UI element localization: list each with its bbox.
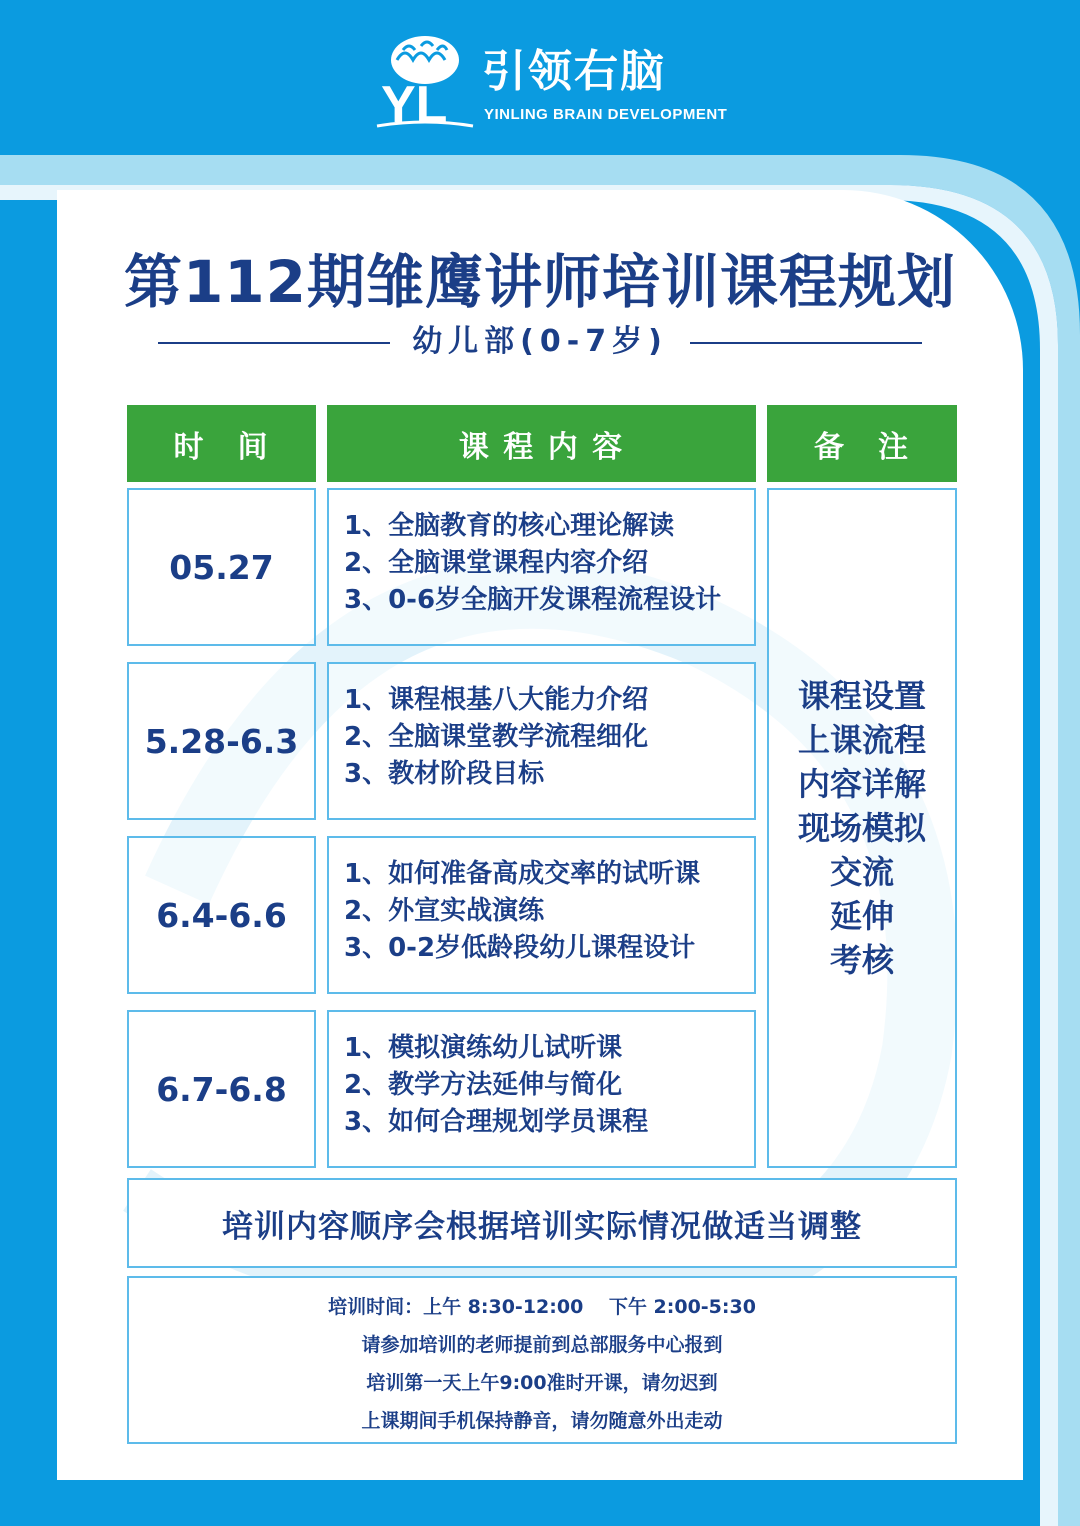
content-item: 1、全脑教育的核心理论解读	[344, 511, 675, 541]
note-item: 延伸	[829, 897, 894, 935]
content-cell	[327, 1010, 756, 1168]
note-item: 上课流程	[797, 721, 926, 759]
note-item: 内容详解	[797, 765, 926, 803]
subtitle: 幼儿部(0-7岁)	[412, 324, 668, 359]
content-item: 3、教材阶段目标	[344, 759, 545, 789]
header-time: 时 间	[127, 405, 316, 482]
date-cell: 5.28-6.3	[127, 662, 316, 820]
brand-name-cn: 引领右脑	[482, 46, 666, 97]
header-content: 课 程 内 容	[327, 405, 756, 482]
start-time-note: 培训第一天上午9:00准时开课，请勿迟到	[366, 1372, 718, 1394]
phone-silence-note: 上课期间手机保持静音，请勿随意外出走动	[361, 1410, 723, 1432]
content-item: 2、教学方法延伸与简化	[344, 1070, 623, 1100]
training-info-box	[127, 1276, 957, 1444]
page-title: 第112期雏鹰讲师培训课程规划	[123, 248, 957, 316]
content-item: 3、0-6岁全脑开发课程流程设计	[344, 585, 722, 615]
svg-text:YL: YL	[381, 76, 448, 130]
notes-cell	[767, 488, 957, 1168]
date-cell: 6.7-6.8	[127, 1010, 316, 1168]
note-item: 课程设置	[797, 677, 926, 715]
content-item: 1、如何准备高成交率的试听课	[344, 859, 701, 889]
content-cell	[327, 488, 756, 646]
content-item: 2、全脑课堂课程内容介绍	[344, 548, 649, 578]
content-item: 3、如何合理规划学员课程	[344, 1107, 649, 1137]
content-item: 2、全脑课堂教学流程细化	[344, 722, 649, 752]
note-item: 现场模拟	[797, 809, 926, 847]
content-cell	[327, 662, 756, 820]
content-cell	[327, 836, 756, 994]
date-cell: 6.4-6.6	[127, 836, 316, 994]
date-cell: 05.27	[127, 488, 316, 646]
content-item: 2、外宣实战演练	[344, 896, 545, 926]
brand-name-en: YINLING BRAIN DEVELOPMENT	[484, 106, 728, 123]
subtitle-row	[158, 322, 922, 362]
content-item: 1、模拟演练幼儿试听课	[344, 1033, 623, 1063]
subtitle-rule-right	[690, 342, 922, 344]
note-item: 交流	[829, 853, 894, 891]
training-hours: 培训时间：上午 8:30-12:00 下午 2:00-5:30	[328, 1296, 756, 1318]
content-item: 1、课程根基八大能力介绍	[344, 685, 649, 715]
checkin-note: 请参加培训的老师提前到总部服务中心报到	[361, 1334, 723, 1356]
header-notes: 备 注	[767, 405, 957, 482]
content-item: 3、0-2岁低龄段幼儿课程设计	[344, 933, 696, 963]
adjustment-notice: 培训内容顺序会根据培训实际情况做适当调整	[127, 1178, 957, 1268]
note-item: 考核	[829, 941, 894, 979]
